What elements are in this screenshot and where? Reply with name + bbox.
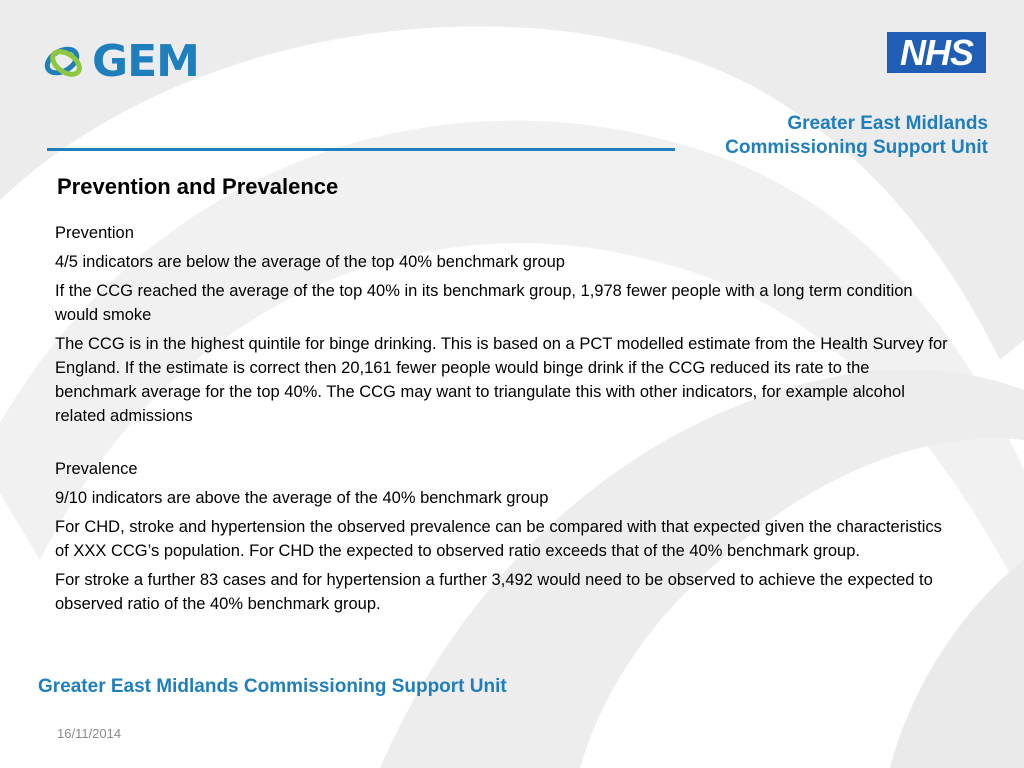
paragraph: 9/10 indicators are above the average of the 40% benchmark group [55,489,549,507]
organisation-name [725,112,988,160]
section-heading-prevention: Prevention [55,224,134,242]
paragraph: The CCG is in the highest quintile for binge drinking. This is based on a PCT modelled estimate from the Health Survey for England. If the estimate is correct then 20,161 fewer people would binge drink if the CCG reduced its rate to the benchmark average for the top 40%. The CCG may want to triangulate this with other indicators, for example alcohol related admissions [55,335,948,425]
section-heading-prevalence: Prevalence [55,460,138,478]
paragraph: If the CCG reached the average of the top 40% in its benchmark group, 1,978 fewer people with a long term condition would smoke [55,282,913,324]
footer-organisation: Greater East Midlands Commissioning Support Unit [38,676,507,697]
paragraph: For stroke a further 83 cases and for hypertension a further 3,492 would need to be observed to achieve the expected to observed ratio of the 40% benchmark group. [55,571,933,613]
organisation-name-line2: Commissioning Support Unit [725,137,988,158]
gem-logo-text: GEM [92,36,199,87]
paragraph: For CHD, stroke and hypertension the observed prevalence can be compared with that expected given the characteristics of XXX CCG’s population. For CHD the expected to observed ratio exceeds that of the 40% benchmark group. [55,518,942,560]
paragraph: 4/5 indicators are below the average of the top 40% benchmark group [55,253,565,271]
footer-date: 16/11/2014 [57,726,122,741]
nhs-logo: NHS [887,32,986,73]
slide-content [55,221,955,621]
gem-knot-logo-icon [42,39,86,85]
header-divider [47,148,675,151]
slide-title: Prevention and Prevalence [57,174,339,199]
gem-logo [42,36,199,88]
organisation-name-line1: Greater East Midlands [787,113,988,134]
